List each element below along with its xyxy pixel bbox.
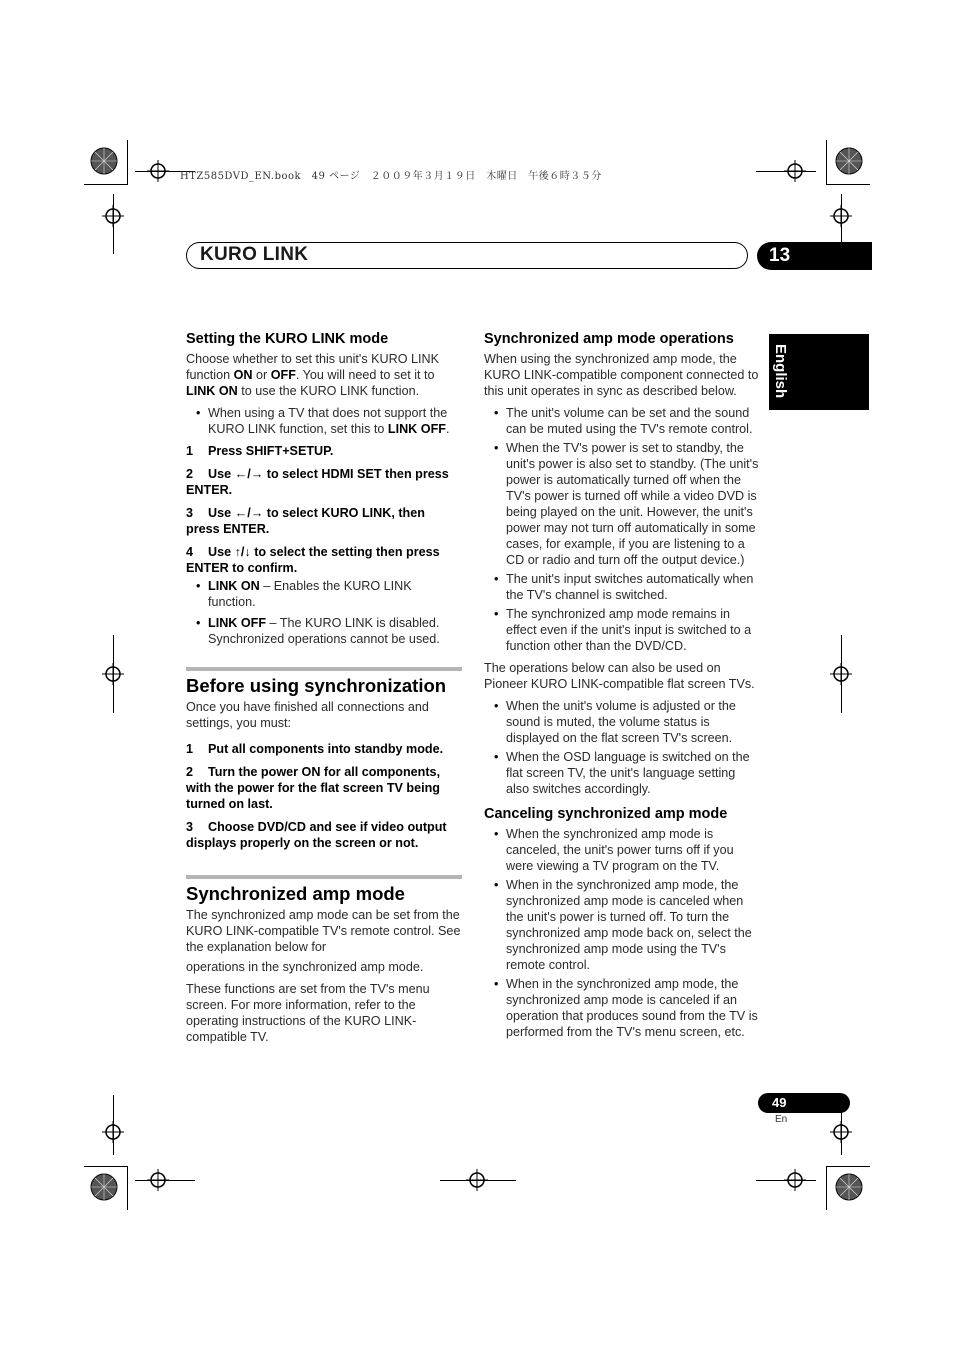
starburst-mark-icon <box>89 1172 119 1202</box>
paragraph: operations in the synchronized amp mode. <box>186 960 424 974</box>
registration-mark-icon <box>102 663 124 685</box>
step: 3 Choose DVD/CD and see if video output displays properly on the screen or not. <box>186 820 447 850</box>
starburst-mark-icon <box>834 146 864 176</box>
bullet-list <box>484 826 760 1040</box>
print-meta: HTZ585DVD_EN.book 49 ページ ２００９年３月１９日 木曜日 午後６時３５分 <box>180 171 602 182</box>
list-item: • The synchronized amp mode remains in effect even if the unit's input is switched to a function other than the DVD/CD. <box>506 606 760 654</box>
starburst-mark-icon <box>89 146 119 176</box>
step: 4 Use ↑/↓ to select the setting then press ENTER to confirm. <box>186 545 440 575</box>
language-tab <box>769 334 869 410</box>
registration-mark-icon <box>784 160 806 182</box>
step: 2 Turn the power ON for all components, with the power for the flat screen TV being turned on last. <box>186 765 441 811</box>
paragraph: These functions are set from the TV's menu screen. For more information, refer to the operating instructions of the KURO LINK-compatible TV. <box>186 982 430 1044</box>
registration-mark-icon <box>830 205 852 227</box>
registration-mark-icon <box>102 205 124 227</box>
list-item: • When in the synchronized amp mode, the synchronized amp mode is canceled when the unit's power is turned off. To turn the synchronized amp mode back on, select the synchronized amp mode using the TV's remote control. <box>506 877 760 973</box>
registration-mark-icon <box>466 1169 488 1191</box>
list-item: • When the OSD language is switched on the flat screen TV, the unit's language setting also switches accordingly. <box>506 749 760 797</box>
chapter-title: KURO LINK <box>200 244 309 265</box>
paragraph: Choose whether to set this unit's KURO LINK function ON or OFF. You will need to set it to LINK ON to use the KURO LINK function. <box>186 352 439 398</box>
bullet-list <box>484 698 760 797</box>
list-item: • When in the synchronized amp mode, the synchronized amp mode is canceled if an operation that produces sound from the TV is performed from the TV's menu screen, etc. <box>506 976 760 1040</box>
step: 3 Use ←/→ to select KURO LINK, then press ENTER. <box>186 506 425 536</box>
registration-mark-icon <box>830 663 852 685</box>
note-list <box>186 405 462 437</box>
language-tab-label: English <box>772 344 789 399</box>
section-heading: Synchronized amp mode <box>186 875 462 905</box>
section-heading: Before using synchronization <box>186 667 462 697</box>
right-column <box>484 330 760 1046</box>
list-item: • LINK OFF – The KURO LINK is disabled. Synchronized operations cannot be used. <box>208 615 462 647</box>
registration-mark-icon <box>784 1169 806 1191</box>
paragraph: When using the synchronized amp mode, the KURO LINK-compatible component connected to this unit operates in sync as described below. <box>484 352 759 398</box>
left-column <box>186 330 462 1051</box>
registration-mark-icon <box>102 1121 124 1143</box>
section-heading: Synchronized amp mode operations <box>484 331 734 347</box>
list-item: • When using a TV that does not support the KURO LINK function, set this to LINK OFF. <box>208 405 462 437</box>
page-language: En <box>775 1114 788 1125</box>
registration-mark-icon <box>830 1121 852 1143</box>
chapter-number: 13 <box>757 242 872 270</box>
registration-mark-icon <box>147 160 169 182</box>
list-item: • When the TV's power is set to standby, the unit's power is also set to standby. (The unit's power is automatically turned off when the TV's power is turned off while a video DVD is being played on the unit. However, the unit's power may not turn off automatically in some cases, for example, if you are listening to a CD or radio and turn off the output device.) <box>506 440 760 568</box>
list-item: • When the unit's volume is adjusted or the sound is muted, the volume status is displayed on the flat screen TV's screen. <box>506 698 760 746</box>
list-item: • LINK ON – Enables the KURO LINK function. <box>208 578 462 610</box>
starburst-mark-icon <box>834 1172 864 1202</box>
paragraph: The operations below can also be used on Pioneer KURO LINK-compatible flat screen TVs. <box>484 661 755 691</box>
registration-mark-icon <box>147 1169 169 1191</box>
list-item: • The unit's input switches automatically when the TV's channel is switched. <box>506 571 760 603</box>
section-heading: Canceling synchronized amp mode <box>484 806 728 822</box>
step: 2 Use ←/→ to select HDMI SET then press ENTER. <box>186 467 449 497</box>
list-item: • When the synchronized amp mode is canceled, the unit's power turns off if you were viewing a TV program on the TV. <box>506 826 760 874</box>
paragraph: The synchronized amp mode can be set from the KURO LINK-compatible TV's remote control. See the explanation below for <box>186 908 461 954</box>
section-heading: Setting the KURO LINK mode <box>186 331 389 347</box>
option-list <box>186 578 462 647</box>
step: 1 Put all components into standby mode. <box>186 742 444 756</box>
page-number: 49 <box>758 1093 850 1113</box>
paragraph: Once you have finished all connections and settings, you must: <box>186 700 429 730</box>
list-item: • The unit's volume can be set and the sound can be muted using the TV's remote control. <box>506 405 760 437</box>
step: 1 Press SHIFT+SETUP. <box>186 444 334 458</box>
bullet-list <box>484 405 760 654</box>
